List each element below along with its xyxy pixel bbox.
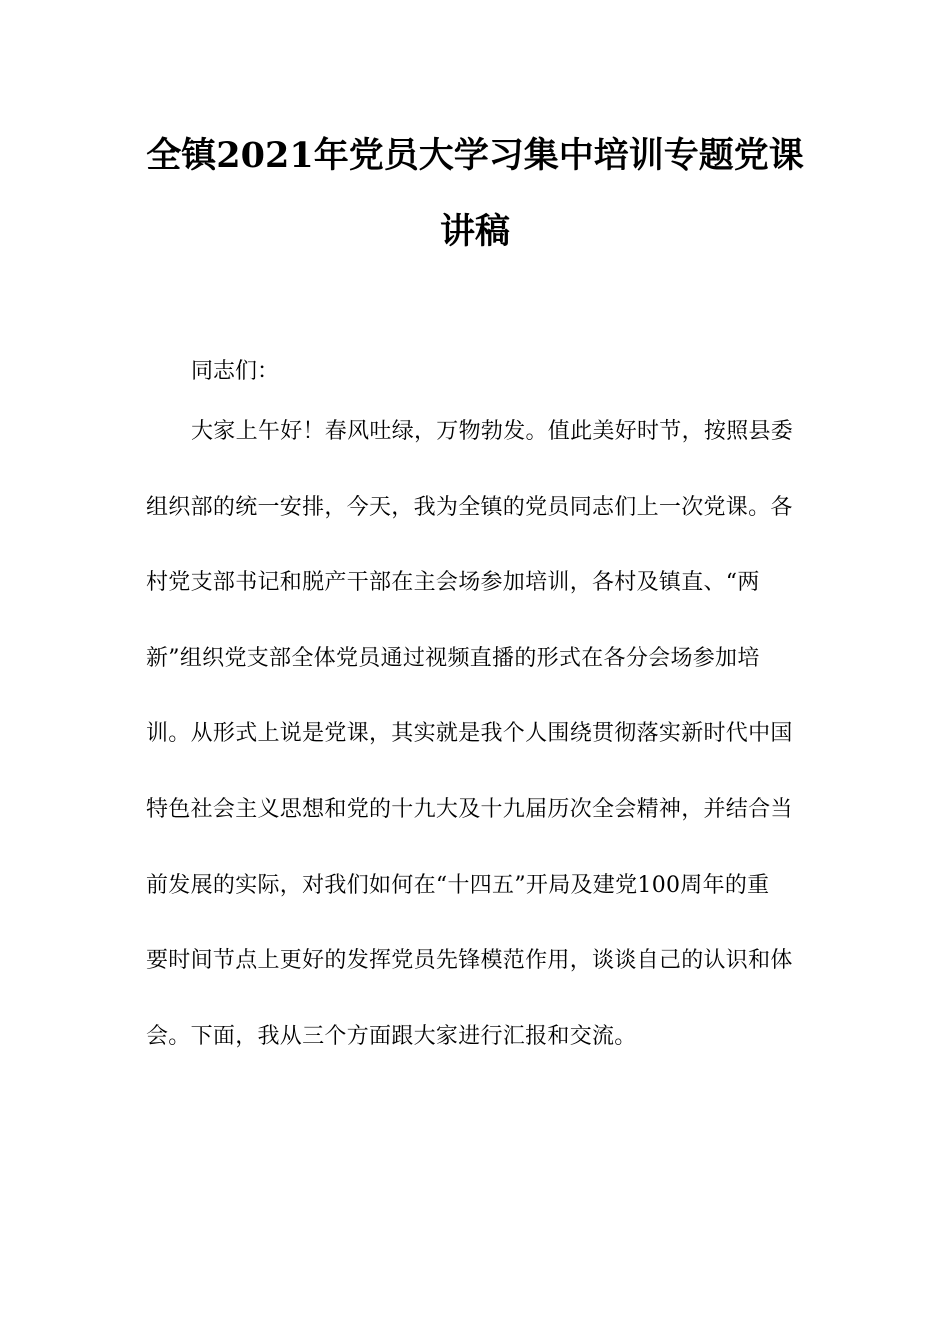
body-line: 大家上午好！春风吐绿，万物勃发。值此美好时节，按照县委 <box>191 419 794 444</box>
body-line: 新”组织党支部全体党员通过视频直播的形式在各分会场参加培 <box>146 645 760 671</box>
document-title <box>110 118 840 270</box>
title-line-2: 讲稿 <box>439 211 510 252</box>
body-line: 特色社会主义思想和党的十九大及十九届历次全会精神，并结合当 <box>146 796 793 822</box>
body-line: 前发展的实际，对我们如何在“十四五”开局及建党100周年的重 <box>146 872 770 898</box>
greeting: 同志们： <box>191 359 280 384</box>
body-paragraph <box>146 414 806 1094</box>
body-line: 要时间节点上更好的发挥党员先锋模范作用，谈谈自己的认识和体 <box>146 948 793 974</box>
title-line-1: 全镇2021年党员大学习集中培训专题党课 <box>146 135 804 176</box>
body-line: 组织部的统一安排，今天，我为全镇的党员同志们上一次党课。各 <box>146 494 793 520</box>
body-line: 村党支部书记和脱产干部在主会场参加培训，各村及镇直、“两 <box>146 570 760 596</box>
body-line: 训。从形式上说是党课，其实就是我个人围绕贯彻落实新时代中国 <box>146 721 793 747</box>
body-line: 会。下面，我从三个方面跟大家进行汇报和交流。 <box>146 1023 637 1049</box>
